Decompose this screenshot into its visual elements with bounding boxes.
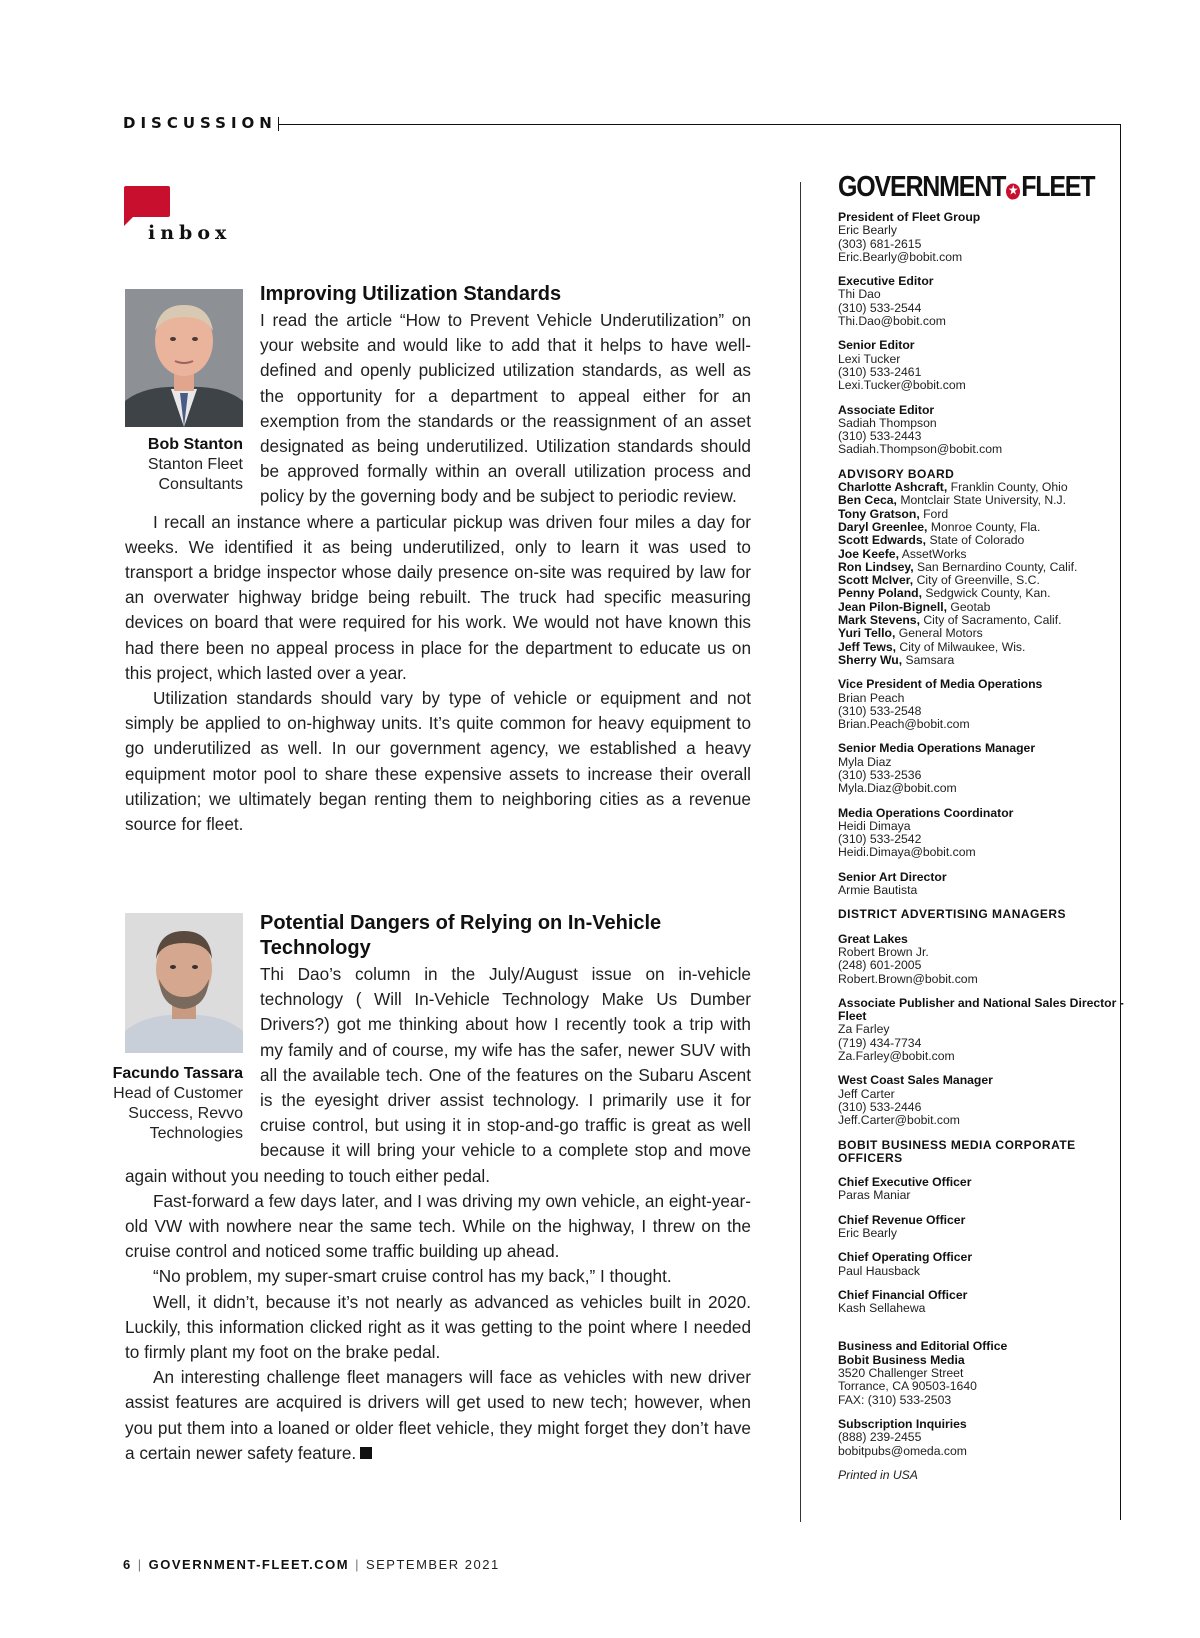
masthead-entry	[838, 1251, 1128, 1278]
email-link[interactable]: bobitpubs@omeda.com	[838, 1443, 967, 1458]
footer-site-link[interactable]: GOVERNMENT-FLEET.COM	[148, 1557, 350, 1572]
masthead-entry-line: 3520 Challenger Street	[838, 1366, 964, 1381]
member-name: Sherry Wu,	[838, 652, 903, 667]
star-icon: ★	[1006, 183, 1020, 199]
masthead-sidebar	[838, 170, 1128, 1482]
masthead-entry	[838, 678, 1128, 731]
member-org: City of Milwaukee, Wis.	[899, 639, 1026, 654]
sidebar-divider	[800, 182, 801, 1522]
masthead-entry-line: (310) 533-2544	[838, 300, 922, 315]
email-link[interactable]: Sadiah.Thompson@bobit.com	[838, 442, 1003, 457]
masthead-entry-line: (888) 239-2455	[838, 1430, 922, 1445]
email-link[interactable]: Lexi.Tucker@bobit.com	[838, 378, 966, 393]
advisory-board-list	[838, 481, 1128, 667]
page-number: 6	[123, 1557, 132, 1572]
masthead-entry-line: (310) 533-2461	[838, 364, 922, 379]
masthead-entry-title: Chief Operating Officer	[838, 1250, 973, 1265]
letter-headline: Potential Dangers of Relying on In-Vehicle Technology	[260, 912, 662, 959]
advisory-member	[838, 614, 1128, 627]
paragraph: “No problem, my super-smart cruise control has my back,” I thought.	[153, 1266, 672, 1287]
masthead-entry	[838, 1289, 1128, 1316]
corporate-list	[838, 1176, 1128, 1315]
office-company: Bobit Business Media	[838, 1352, 965, 1367]
paragraph: I recall an instance where a particular pickup was driven four miles a day for weeks. We identified it as being underutilized, only to learn it was used to transport a bridge inspector whose daily presence on-site was required by law for an overwater highway bridge being rebuilt. The truck had specific measuring devices on board that were required for his work. We would not have known this had there been no appeal process in place for the department to educate us on this project, which lasted over a year.	[125, 511, 751, 683]
member-org: San Bernardino County, Calif.	[917, 559, 1078, 574]
member-org: Franklin County, Ohio	[950, 480, 1068, 495]
letter-body	[125, 962, 751, 1466]
advisory-member	[838, 574, 1128, 587]
member-org: Monroe County, Fla.	[930, 519, 1041, 534]
speech-bubble-tail	[124, 214, 136, 226]
masthead-entry-title: Senior Art Director	[838, 869, 947, 884]
advisory-member	[838, 534, 1128, 547]
section-label: DISCUSSION	[123, 114, 277, 132]
member-org: General Motors	[898, 626, 983, 641]
email-link[interactable]: Thi.Dao@bobit.com	[838, 314, 946, 329]
masthead-entry-title: Media Operations Coordinator	[838, 805, 1014, 820]
email-link[interactable]: Jeff.Carter@bobit.com	[838, 1113, 960, 1128]
advisory-board-heading: ADVISORY BOARD	[838, 466, 955, 481]
masthead-entry-line: FAX: (310) 533-2503	[838, 1392, 952, 1407]
masthead-entry-line: Paul Hausback	[838, 1263, 920, 1278]
masthead-entry-line: Armie Bautista	[838, 883, 918, 898]
advisory-member	[838, 654, 1128, 667]
member-name: Jeff Tews,	[838, 639, 897, 654]
paragraph: Fast-forward a few days later, and I was driving my own vehicle, an eight-year-old VW with nowhere near the same tech. While on the highway, I threw on the cruise control and noticed some traffic building up ahead.	[125, 1190, 751, 1262]
media-ops-list	[838, 678, 1128, 897]
advisory-member	[838, 548, 1128, 561]
member-name: Penny Poland,	[838, 586, 922, 601]
district-heading: DISTRICT ADVERTISING MANAGERS	[838, 907, 1067, 922]
speech-bubble-icon	[124, 186, 170, 217]
email-link[interactable]: Robert.Brown@bobit.com	[838, 971, 978, 986]
header-rule	[279, 124, 1121, 125]
member-name: Scott Edwards,	[838, 533, 927, 548]
member-org: City of Sacramento, Calif.	[923, 613, 1062, 628]
logo-text-left: GOVERNMENT	[838, 170, 1006, 203]
corporate-heading: BOBIT BUSINESS MEDIA CORPORATE OFFICERS	[838, 1137, 1076, 1165]
masthead-entry-line: Heidi Dimaya	[838, 818, 911, 833]
masthead-entry-line: Kash Sellahewa	[838, 1301, 926, 1316]
masthead-entry-title: Chief Financial Officer	[838, 1287, 968, 1302]
masthead-entry-line: Myla Diaz	[838, 754, 892, 769]
member-name: Charlotte Ashcraft,	[838, 480, 948, 495]
masthead-entry-line: Jeff Carter	[838, 1086, 895, 1101]
advisory-member	[838, 508, 1128, 521]
office-title: Business and Editorial Office	[838, 1339, 1008, 1354]
masthead-entry-line: Za Farley	[838, 1022, 890, 1037]
masthead-entry	[838, 211, 1128, 264]
masthead-entry-line: (310) 533-2536	[838, 767, 922, 782]
masthead-entry-line: Thi Dao	[838, 287, 881, 302]
printed-in-usa: Printed in USA	[838, 1467, 918, 1482]
masthead-entry	[838, 1214, 1128, 1241]
masthead-entry	[838, 1176, 1128, 1203]
masthead-entry-line: Lexi Tucker	[838, 351, 901, 366]
paragraph: Thi Dao’s column in the July/August issue on in-vehicle technology ( Will In-Vehicle Technology Make Us Dumber Drivers?) got me thinking about how I recently took a trip with my family and of course, my wife has the safer, newer SUV with all the available tech. One of the features on the Subaru Ascent is the eyesight driver assist technology. I primarily use it for cruise control, but using it in stop-and-go traffic is great as well because it will bring your vehicle to a complete stop and move again without you needing to touch either pedal.	[125, 964, 751, 1186]
masthead-entry	[838, 1074, 1128, 1127]
member-org: City of Greenville, S.C.	[916, 573, 1040, 588]
member-name: Ron Lindsey,	[838, 559, 914, 574]
masthead-entry	[838, 404, 1128, 457]
district-list	[838, 933, 1128, 1128]
member-name: Mark Stevens,	[838, 613, 920, 628]
member-name: Joe Keefe,	[838, 546, 899, 561]
masthead-entry	[838, 933, 1128, 986]
masthead-entry-line: (719) 434-7734	[838, 1035, 922, 1050]
advisory-member	[838, 587, 1128, 600]
masthead-entry	[838, 871, 1128, 898]
page-footer: 6 | GOVERNMENT-FLEET.COM | SEPTEMBER 2021	[123, 1557, 500, 1572]
masthead-entry-title: Vice President of Media Operations	[838, 677, 1043, 692]
subscription-block	[838, 1418, 1128, 1458]
paragraph: Utilization standards should vary by type of vehicle or equipment and not simply be applied to on-highway units. It’s quite common for heavy equipment to go underutilized as well. In our government agency, we established a heavy equipment motor pool to share these expensive assets to increase their overall utilization; we ultimately began renting them to neighboring cities as a revenue source for fleet.	[125, 688, 751, 835]
masthead-entry-line: (310) 533-2542	[838, 832, 922, 847]
member-org: Ford	[923, 506, 949, 521]
staff-list	[838, 211, 1128, 457]
member-org: Geotab	[950, 599, 991, 614]
paragraph	[125, 1365, 751, 1466]
inbox-label: inbox	[148, 222, 232, 244]
masthead-entry	[838, 997, 1128, 1063]
letter-headline: Improving Utilization Standards	[260, 283, 562, 305]
advisory-board	[838, 468, 1128, 667]
letter-body	[125, 308, 751, 837]
advisory-member	[838, 494, 1128, 507]
masthead-entry	[838, 275, 1128, 328]
email-link[interactable]: Brian.Peach@bobit.com	[838, 717, 970, 732]
advisory-member	[838, 521, 1128, 534]
masthead-entry-title: Senior Editor	[838, 338, 915, 353]
advisory-member	[838, 601, 1128, 614]
masthead-entry-line: Eric Bearly	[838, 223, 897, 238]
masthead-entry-title: Executive Editor	[838, 274, 934, 289]
masthead-entry-title: Associate Publisher and National Sales Director - Fleet	[838, 995, 1124, 1024]
masthead-entry-title: Chief Revenue Officer	[838, 1212, 966, 1227]
masthead-entry-line: (310) 533-2446	[838, 1099, 922, 1114]
logo-text-right: FLEET	[1021, 170, 1095, 203]
end-mark-icon	[360, 1447, 372, 1459]
masthead-entry-title: Associate Editor	[838, 402, 935, 417]
advisory-member	[838, 561, 1128, 574]
member-name: Ben Ceca,	[838, 493, 897, 508]
paragraph: I read the article “How to Prevent Vehicle Underutilization” on your website and would like to add that it helps to have well-defined and openly publicized utilization standards, as well as the opportunity for a department to appeal either for an exemption from the standards or the reassignment of an asset designated as being underutilized. Utilization standards should be approved formally within an overall utilization process and policy by the governing body and be subject to periodic review.	[260, 310, 751, 507]
masthead-entry-line: (310) 533-2443	[838, 429, 922, 444]
masthead-entry-line: (310) 533-2548	[838, 703, 922, 718]
member-org: State of Colorado	[929, 533, 1025, 548]
masthead-entry-title: Chief Executive Officer	[838, 1175, 972, 1190]
masthead-entry-title: West Coast Sales Manager	[838, 1073, 993, 1088]
paragraph: Well, it didn’t, because it’s not nearly as advanced as vehicles built in 2020. Luckily, this information clicked right as it was getting to the point where I needed to firmly plant my foot on the brake pedal.	[125, 1291, 751, 1363]
member-name: Jean Pilon-Bignell,	[838, 599, 948, 614]
masthead-entry-title: Great Lakes	[838, 931, 908, 946]
masthead-entry-title: President of Fleet Group	[838, 210, 981, 224]
masthead-entry-line: Brian Peach	[838, 690, 905, 705]
masthead-entry	[838, 807, 1128, 860]
author-title: Head of Customer Success, Revvo Technologies	[113, 1085, 243, 1142]
office-block	[838, 1340, 1128, 1406]
masthead-entry-line: Robert Brown Jr.	[838, 944, 929, 959]
member-name: Daryl Greenlee,	[838, 519, 928, 534]
advisory-member	[838, 481, 1128, 494]
advisory-member	[838, 641, 1128, 654]
government-fleet-logo	[838, 170, 1128, 203]
email-link[interactable]: Eric.Bearly@bobit.com	[838, 249, 963, 264]
masthead-entry-title: Senior Media Operations Manager	[838, 741, 1036, 756]
author-name: Bob Stanton	[147, 436, 243, 453]
masthead-entry-line: Torrance, CA 90503-1640	[838, 1379, 977, 1394]
email-link[interactable]: Myla.Diaz@bobit.com	[838, 781, 957, 796]
masthead-entry-line: (248) 601-2005	[838, 958, 922, 973]
masthead-entry	[838, 339, 1128, 392]
masthead-entry	[838, 742, 1128, 795]
member-org: AssetWorks	[901, 546, 967, 561]
advisory-member	[838, 627, 1128, 640]
masthead-entry-line: Paras Maniar	[838, 1188, 911, 1203]
member-name: Scott McIver,	[838, 573, 914, 588]
member-org: Samsara	[905, 652, 955, 667]
masthead-entry-line: (303) 681-2615	[838, 236, 922, 251]
masthead-entry-line: Sadiah Thompson	[838, 415, 937, 430]
member-org: Sedgwick County, Kan.	[925, 586, 1051, 601]
email-link[interactable]: Heidi.Dimaya@bobit.com	[838, 845, 976, 860]
paragraph-text: An interesting challenge fleet managers will face as vehicles with new driver assist features are acquired is drivers will get used to new tech; however, when you put them into a loaned or older fleet vehicle, they might forget they don’t have a certain newer safety feature.	[125, 1367, 751, 1463]
masthead-entry-line: Eric Bearly	[838, 1226, 897, 1240]
author-name: Facundo Tassara	[112, 1065, 243, 1082]
member-name: Yuri Tello,	[838, 626, 896, 641]
member-org: Montclair State University, N.J.	[900, 493, 1067, 508]
email-link[interactable]: Za.Farley@bobit.com	[838, 1049, 955, 1064]
member-name: Tony Gratson,	[838, 506, 920, 521]
footer-issue: SEPTEMBER 2021	[365, 1557, 500, 1572]
author-title: Stanton Fleet Consultants	[147, 456, 243, 493]
subscription-title: Subscription Inquiries	[838, 1416, 967, 1431]
